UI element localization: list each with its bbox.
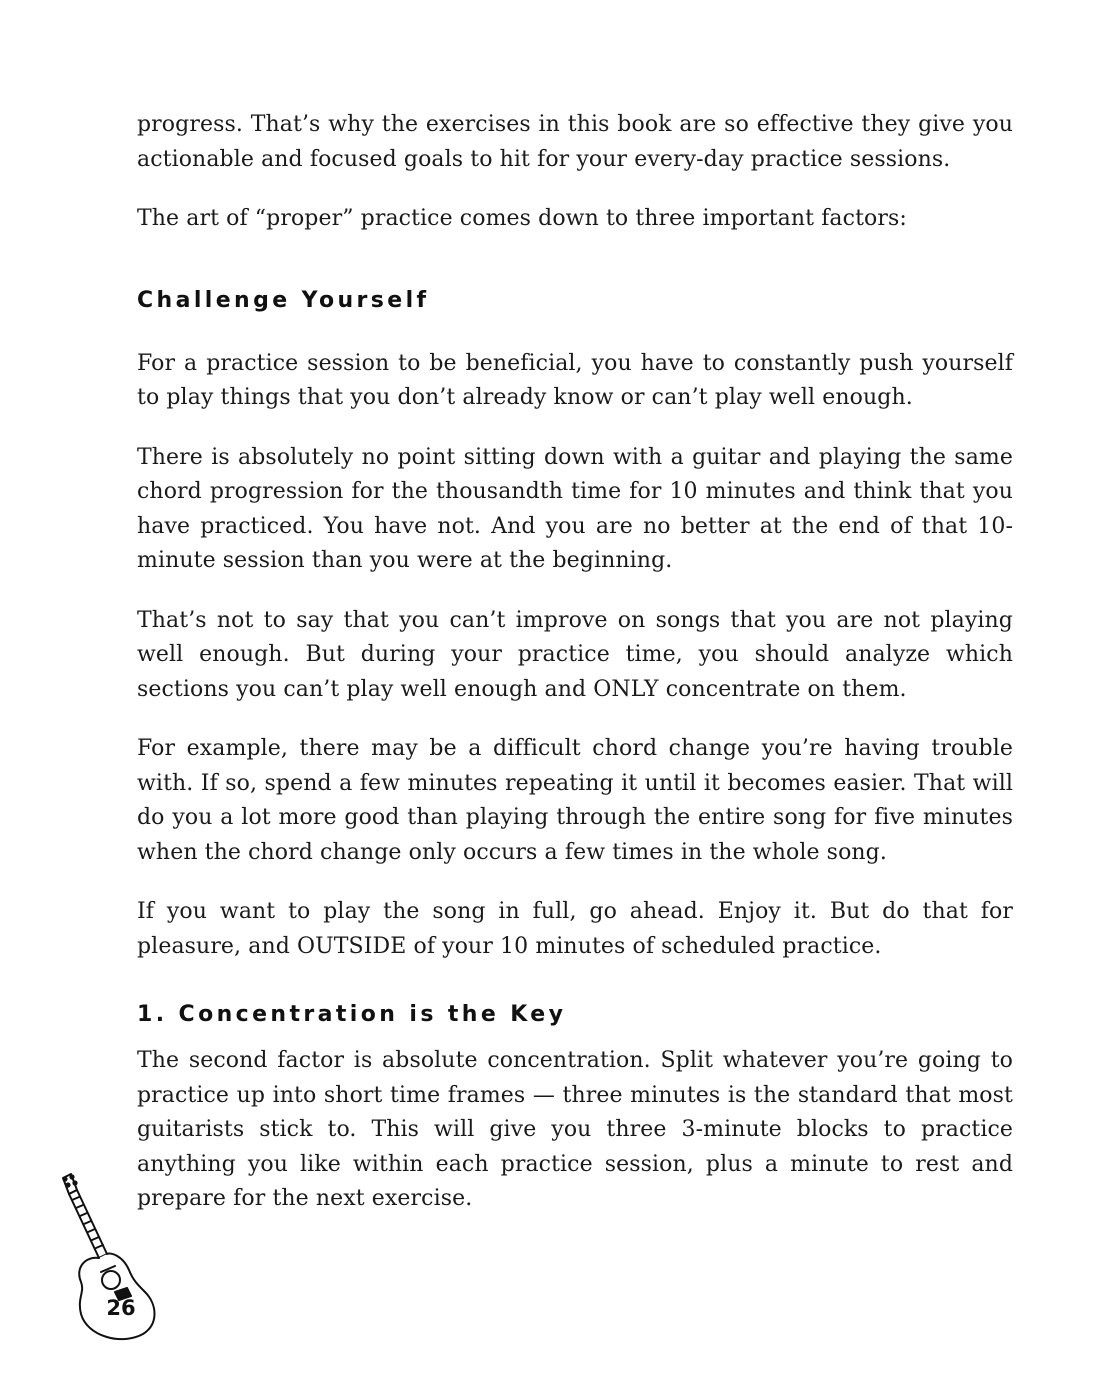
guitar-icon [55, 1170, 165, 1350]
paragraph: If you want to play the song in full, go ahead. Enjoy it. But do that for pleasure, and OUTSIDE of your 10 minutes of scheduled practice. [137, 899, 1013, 959]
section-heading: 1. Concentration is the Key [137, 1002, 567, 1027]
paragraph: That’s not to say that you can’t improve on songs that you are not playing well enough. But during your practice time, you should analyze which sections you can’t play well enough and ONLY concentrate on them. [137, 607, 1013, 702]
paragraph: For example, there may be a difficult chord change you’re having trouble with. If so, spend a few minutes repeating it until it becomes easier. That will do you a lot more good than playing through the entire song for five minutes when the chord change only occurs a few times in the whole song. [137, 736, 1013, 865]
paragraph: The art of “proper” practice comes down to three important factors: [137, 206, 907, 231]
section-heading: Challenge Yourself [137, 287, 430, 313]
page-body [137, 108, 1013, 1217]
paragraph: There is absolutely no point sitting down with a guitar and playing the same chord progression for the thousandth time for 10 minutes and think that you have practiced. You have not. And you are no better at the end of that 10-minute session than you were at the beginning. [137, 444, 1013, 573]
paragraph: For a practice session to be beneficial, you have to constantly push yourself to play things that you don’t already know or can’t play well enough. [137, 350, 1013, 410]
page-number: 26 [106, 1296, 136, 1320]
paragraph: The second factor is absolute concentration. Split whatever you’re going to practice up into short time frames — three minutes is the standard that most guitarists stick to. This will give you three 3-minute blocks to practice anything you like within each practice session, plus a minute to rest and prepare for the next exercise. [137, 1048, 1013, 1211]
paragraph: progress. That’s why the exercises in this book are so effective they give you actionable and focused goals to hit for your every-day practice sessions. [137, 112, 1013, 172]
